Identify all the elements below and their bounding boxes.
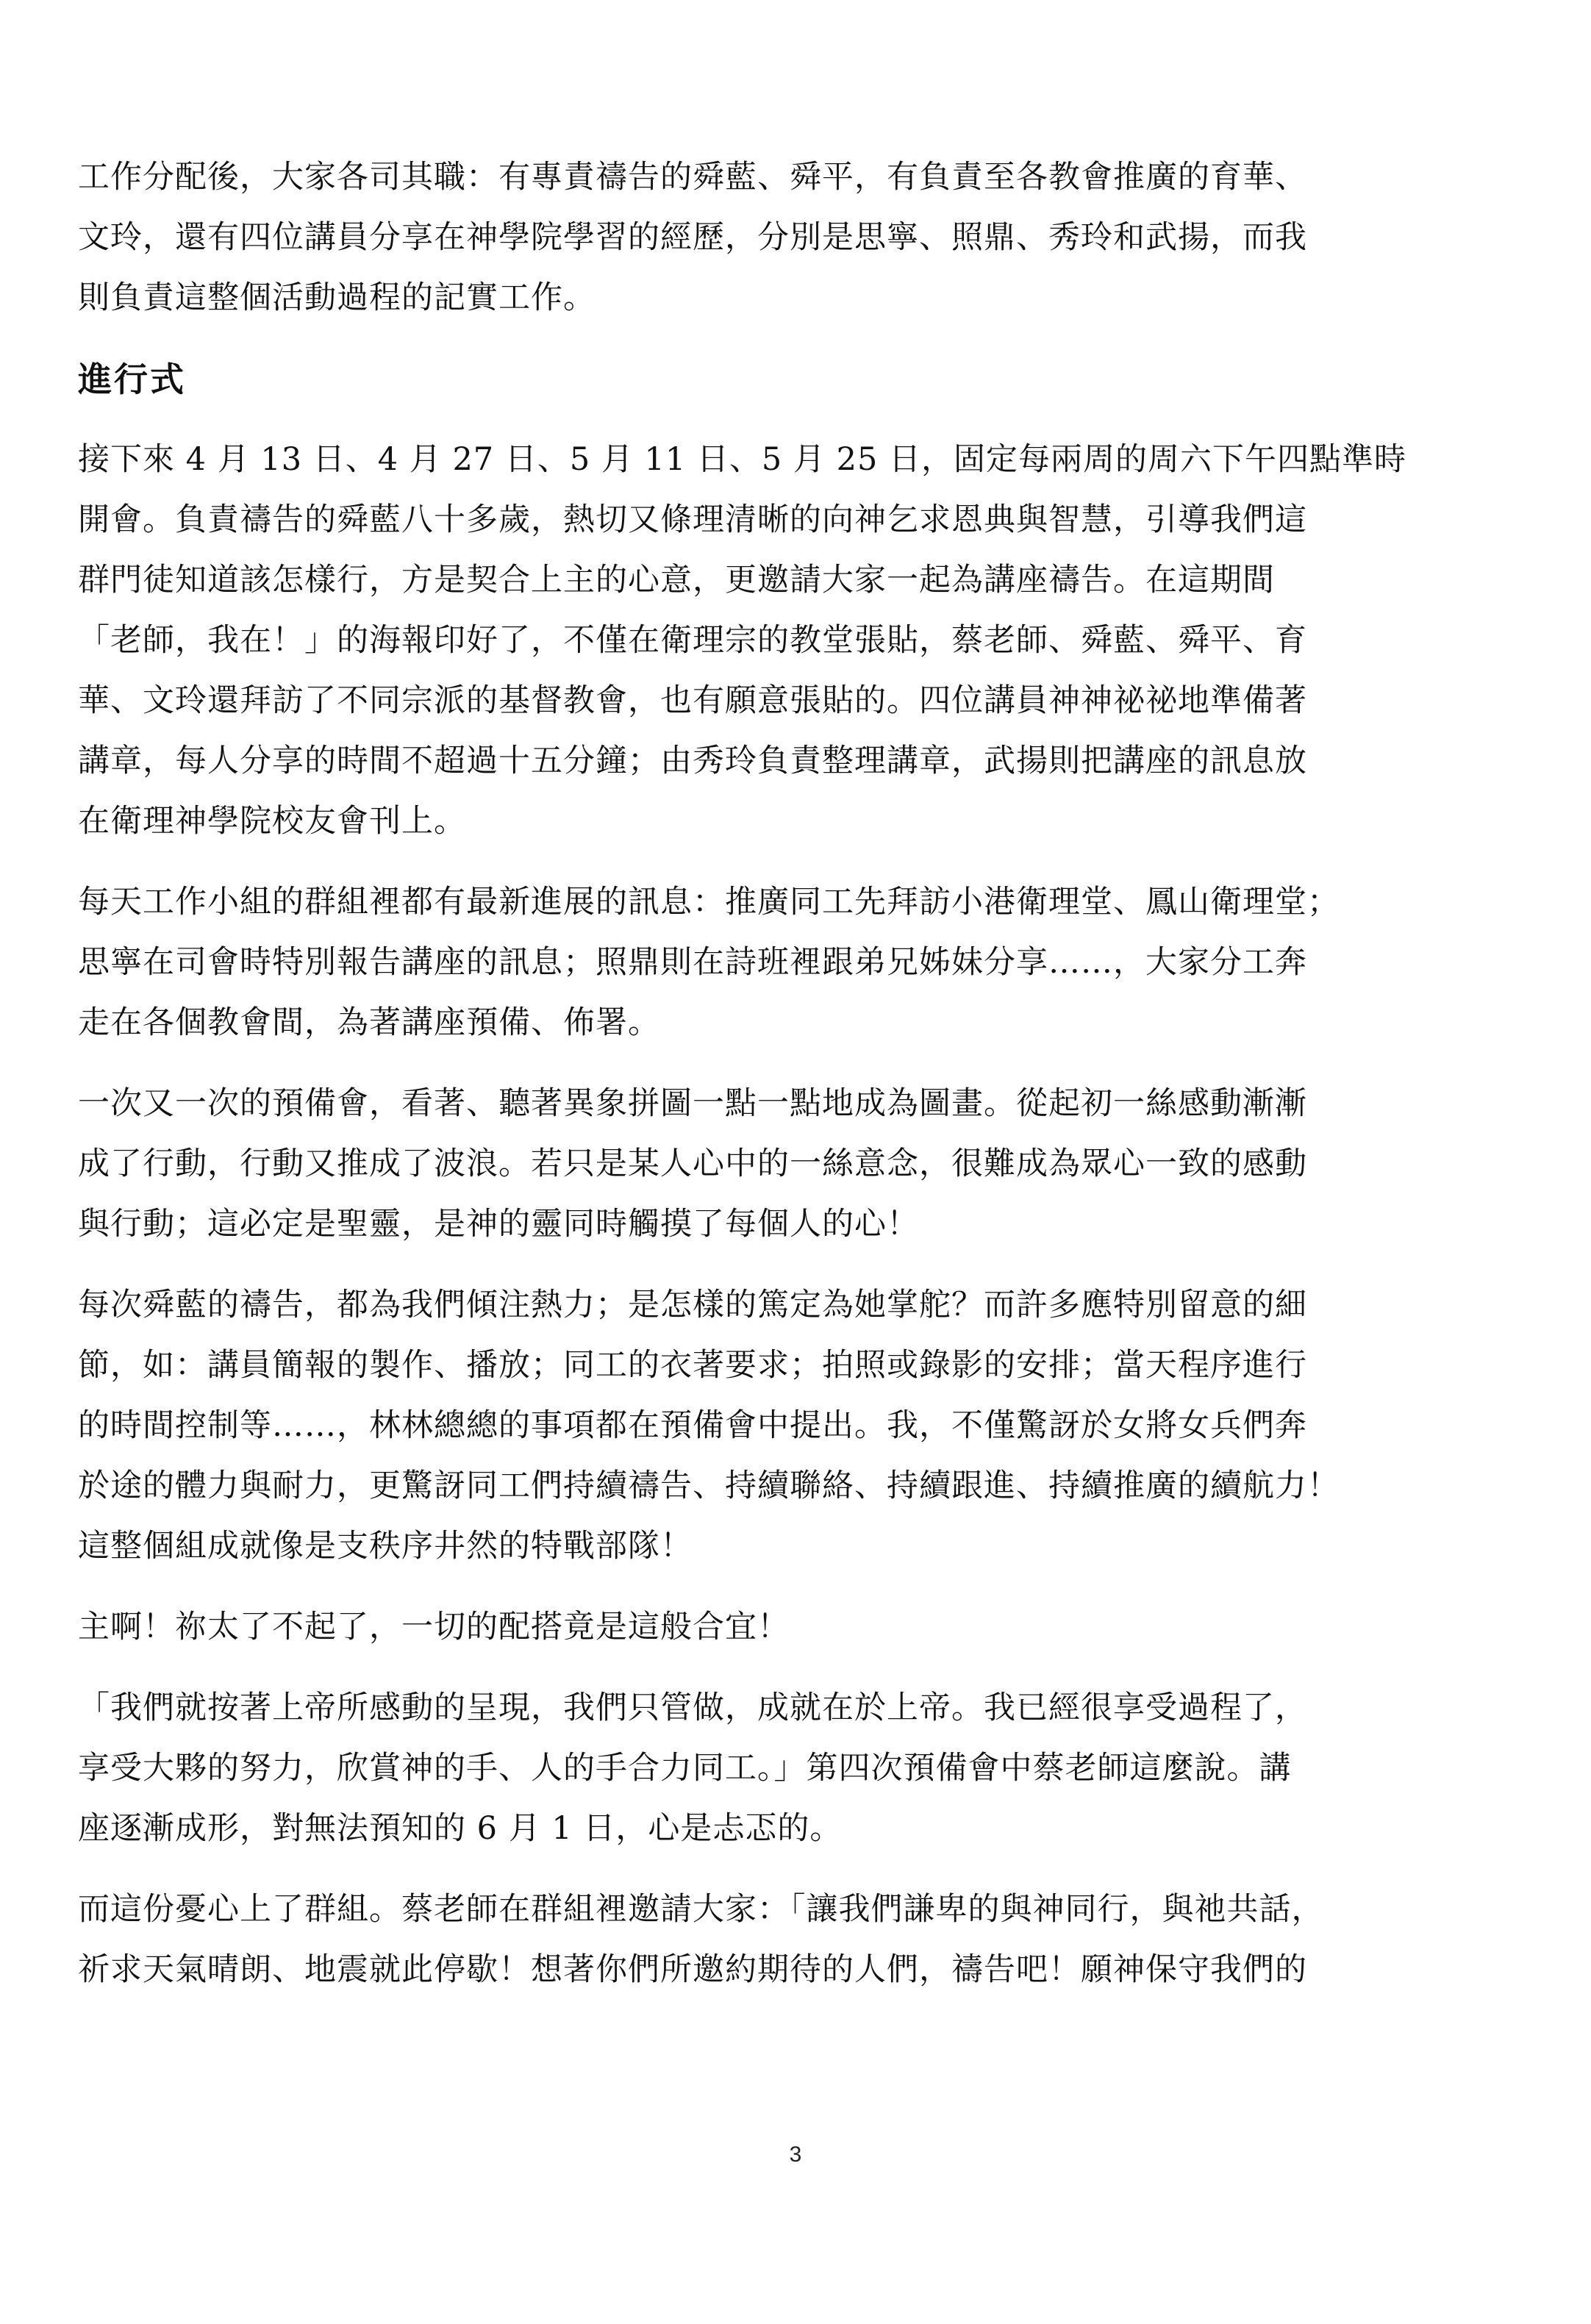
- page-number: 3: [789, 2142, 802, 2167]
- paragraph-work-assignment: 工作分配後，大家各司其職：有專責禱告的舜藍、舜平，有負責至各教會推廣的育華、 文玲，還有四位講員分享在神學院學習的經歷，分別是思寧、照鼎、秀玲和武揚，而我 則負責這整個活動過程的記實工作。: [78, 159, 1307, 316]
- paragraph-quote: 「我們就按著上帝所感動的呈現，我們只管做，成就在於上帝。我已經很享受過程了， 享受大夥的努力，欣賞神的手、人的手合力同工。」第四次預備會中蔡老師這麼說。講 座逐漸成形，對無法預知的 6 月 1 日，心是忐忑的。: [78, 1690, 1307, 1847]
- section-heading: 進行式: [78, 360, 186, 399]
- paragraph-preparation-meetings: 一次又一次的預備會，看著、聽著異象拼圖一點一點地成為圖畫。從起初一絲感動漸漸 成了行動，行動又推成了波浪。若只是某人心中的一絲意念，很難成為眾心一致的感動 與行動；這必定是聖靈，是神的靈同時觸摸了每個人的心！: [78, 1085, 1307, 1243]
- document-body: [78, 147, 1519, 2020]
- paragraph-exclamation: 主啊！祢太了不起了，一切的配搭竟是這般合宜！: [78, 1609, 790, 1645]
- paragraph-group-updates: 每天工作小組的群組裡都有最新進展的訊息：推廣同工先拜訪小港衛理堂、鳳山衛理堂； 思寧在司會時特別報告講座的訊息；照鼎則在詩班裡跟弟兄姊妹分享……，大家分工奔 走在各個教會間，為著講座預備、佈署。: [78, 884, 1340, 1041]
- paragraph-group-invitation: 而這份憂心上了群組。蔡老師在群組裡邀請大家：「讓我們謙卑的與神同行，與祂共話， 祈求天氣晴朗、地震就此停歇！想著你們所邀約期待的人們，禱告吧！願神保守我們的: [78, 1891, 1324, 1988]
- paragraph-meeting-schedule: 接下來 4 月 13 日、4 月 27 日、5 月 11 日、5 月 25 日，固定每兩周的周六下午四點準時 開會。負責禱告的舜藍八十多歲，熱切又條理清晰的向神乞求恩典與智慧，引導我們這 群門徒知道該怎樣行，方是契合上主的心意，更邀請大家一起為講座禱告。在這期間 「老師，我在！」的海報印好了，不僅在衛理宗的教堂張貼，蔡老師、舜藍、舜平、育 華、文玲還拜訪了不同宗派的基督教會，也有願意張貼的。四位講員神神祕祕地準備著 講章，每人分享的時間不超過十五分鐘；由秀玲負責整理講章，武揚則把講座的訊息放 在衛理神學院校友會刊上。: [78, 441, 1406, 840]
- paragraph-prayer-details: 每次舜藍的禱告，都為我們傾注熱力；是怎樣的篤定為她掌舵？而許多應特別留意的細 節，如：講員簡報的製作、播放；同工的衣著要求；拍照或錄影的安排；當天程序進行 的時間控制等……，林林總總的事項都在預備會中提出。我，不僅驚訝於女將女兵們奔 於途的體力與耐力，更驚訝同工們持續禱告、持續聯絡、持續跟進、持續推廣的續航力！ 這整個組成就像是支秩序井然的特戰部隊！: [78, 1287, 1340, 1565]
